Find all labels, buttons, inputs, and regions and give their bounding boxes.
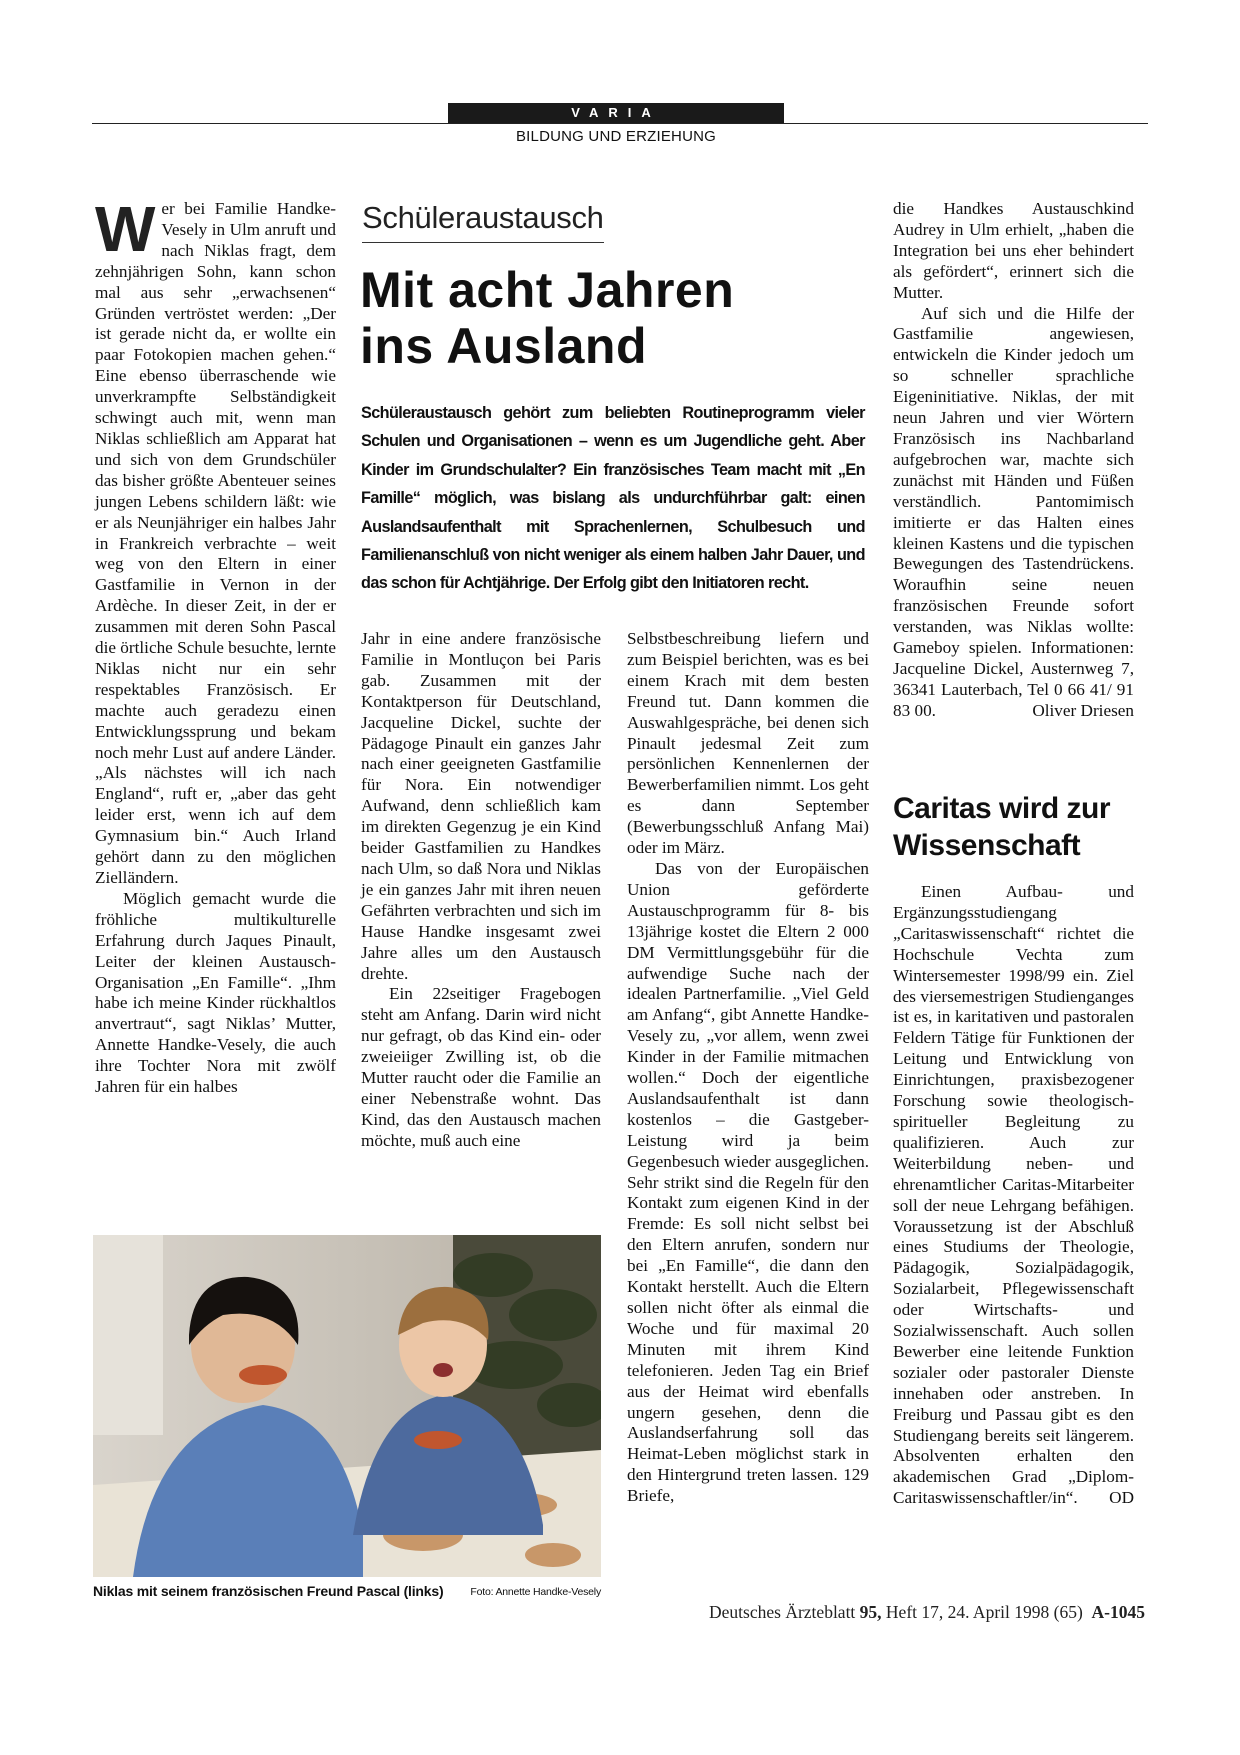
article-column-3 [627, 629, 869, 1507]
body-paragraph [893, 304, 1134, 722]
body-paragraph: Ein 22seitiger Fragebogen steht am Anfang. Darin wird nicht nur gefragt, ob das Kind ein- oder zweieiiger Zwilling ist, ob die Mutter raucht oder die Familie an einer Nebenstraße wohnt. Das Kind, das den Austausch machen möchte, muß auch eine [361, 984, 601, 1150]
body-paragraph: die Handkes Austauschkind Audrey in Ulm erhielt, „haben die Integration bei uns eher behindert als gefördert“, erinnert sich die Mutter. [893, 199, 1134, 302]
page-footer [709, 1602, 1145, 1623]
page-number: A-1045 [1091, 1602, 1145, 1622]
issue-info: Heft 17, 24. April 1998 (65) [885, 1602, 1083, 1622]
body-text: Auf sich und die Hilfe der Gastfamilie angewiesen, entwickeln die Kinder jedoch um so schneller sprachliche Eigeninitiative. Niklas, der mit neun Jahren und vier Wörtern Französisch ins Nachbarland aufgebrochen war, machte sich zunächst mit Händen und Füßen verständlich. Pantomimisch imitierte er das Halten eines kleinen Kastens und die typischen Bewegungen des Tastendrückens. Woraufhin seine neuen französischen Freunde sofort verstanden, was Niklas wollte: Gameboy spielen. Informationen: Jacqueline Dickel, Austernweg 7, 36341 Lauterbach, Tel 0 66 41/ 91 83 00. [893, 303, 1134, 720]
article2-body [893, 882, 1134, 1509]
photo-credit: Foto: Annette Handke-Vesely [470, 1586, 601, 1598]
subsection-label: BILDUNG UND ERZIEHUNG [515, 128, 717, 145]
drop-cap: W [95, 193, 156, 265]
volume-number: 95, [859, 1602, 882, 1622]
caption-text: Niklas mit seinem französischen Freund Pascal (links) [93, 1583, 444, 1599]
body-paragraph: Möglich gemacht wurde die fröhliche multikulturelle Erfahrung durch Jaques Pinault, Leiter der kleinen Austausch-Organisation „En Famille“. „Ihm habe ich meine Kinder rückhaltlos anvertraut“, sagt Niklas’ Mutter, Annette Handke-Vesely, die auch ihre Tochter Nora mit zwölf Jahren für ein halbes [95, 888, 336, 1097]
author-byline: Oliver Driesen [1032, 700, 1134, 720]
body-text: Einen Aufbau- und Ergänzungsstudiengang „Caritaswissenschaft“ richtet die Hochschule Vechta zum Wintersemester 1998/99 ein. Ziel des viersemestrigen Studienganges ist es, in karitativen und pastoralen Feldern Tätige für Funktionen der Leitung und Entwicklung von Einrichtungen, praxisbezogener Forschung sowie theologisch-spiritueller Begleitung zu qualifizieren. Auch zur Weiterbildung neben- und ehrenamtlicher Caritas-Mitarbeiter soll der neue Lehrgang befähigen. Voraussetzung ist der Abschluß eines Studiums der Theologie, Pädagogik, Sozialpädagogik, Sozialarbeit, Pflegewissenschaft oder Wirtschafts- und Sozialwissenschaft. Auch sollen Bewerber eine leitende Funktion sozialer oder pastoraler Dienste innehaben oder anstreben. In Freiburg und Passau gibt es den Studiengang bereits seit längerem. Absolventen erhalten den akademischen Grad „Diplom-Caritaswissenschaftler/in“. [893, 882, 1134, 1508]
photo-caption [93, 1583, 601, 1599]
author-initials: OD [1109, 1488, 1134, 1508]
section-label: VARIA [448, 103, 784, 123]
body-paragraph: er bei Familie Handke-Vesely in Ulm anruft und nach Niklas fragt, dem zehnjährigen Sohn, kann schon mal aus sehr „erwachsenen“ Gründen vertröstet werden: „Der ist gerade nicht da, er wollte ein paar Fotokopien machen gehen.“ Eine ebenso überraschende wie unverkrampfte Selbständigkeit schwingt auch mit, wenn man Niklas schließlich am Apparat hat und sich von dem Grundschüler das bisher größte Abenteuer seines jungen Lebens schildern läßt: wie er als Neunjähriger ein halbes Jahr in Frankreich verbrachte – weit weg von den Eltern in einer Gastfamilie in Vernon in der Ardèche. In dieser Zeit, in der er zusammen mit deren Sohn Pascal die örtliche Schule besuchte, lernte Niklas nicht nur ein sehr respektables Französisch. Er machte auch geradezu einen Entwicklungssprung und bekam noch mehr Lust auf andere Länder. „Als nächstes will ich nach England“, ruft er, „aber das geht leider erst, wenn ich auf dem Gymnasium bin.“ Auch Irland gehört dann zu den möglichen Zielländern. [95, 199, 337, 887]
article2-headline: Caritas wird zur Wissenschaft [893, 792, 1111, 862]
article-lead: Schüleraustausch gehört zum beliebten Routineprogramm vieler Schulen und Organisationen – wenn es um Jugendliche geht. Aber Kinder im Grundschulalter? Ein französisches Team macht mit „En Famille“ möglich, was bislang als undurchführbar galt: einen Auslandsaufenthalt mit Sprachenlernen, Schulbesuch und Familienanschluß von nicht weniger als einem halben Jahr Dauer, und das schon für Achtjährige. Der Erfolg gibt den Initiatoren recht. [361, 404, 865, 593]
header-rule [92, 123, 1148, 124]
article-kicker: Schüleraustausch [362, 200, 604, 243]
body-paragraph: Selbstbeschreibung liefern und zum Beispiel berichten, was es bei einem Krach mit dem besten Freund tut. Dann kommen die Auswahlgespräche, bei denen sich Pinault jedesmal Zeit zum persönlichen Kennenlernen der Bewerberfamilien nimmt. Los geht es dann September (Bewerbungsschluß Anfang Mai) oder im März. [627, 629, 869, 858]
photo-illustration [93, 1235, 601, 1577]
photo [93, 1235, 601, 1577]
body-paragraph [893, 882, 1134, 1509]
body-paragraph: Jahr in eine andere französische Familie in Montluçon bei Paris gab. Zusammen mit der Kontaktperson für Deutschland, Jacqueline Dickel, suchte der Pädagoge Pinault ein ganzes Jahr nach einer geeigneten Gastfamilie für Nora. Ein notwendiger Aufwand, denn schließlich kam im direkten Gegenzug je ein Kind beider Gastfamilien zu Handkes nach Ulm, so daß Nora und Niklas je ein ganzes Jahr mit ihren neuen Gefährten verbrachten und sich im Hause Handke insgesamt zwei Jahre alles um den Austausch drehte. [361, 629, 601, 983]
body-paragraph: Das von der Europäischen Union geförderte Austauschprogramm für 8- bis 13jährige kostet die Eltern 2 000 DM Vermittlungsgebühr für die aufwendige Suche nach der idealen Partnerfamilie. „Viel Geld am Anfang“, gibt Annette Handke-Vesely zu, „vor allem, wenn zwei Kinder in der Familie mitmachen wollen.“ Doch der eigentliche Auslandsaufenthalt ist dann kostenlos – die Gastgeber-Leistung wird ja beim Gegenbesuch wieder ausgeglichen. Sehr strikt sind die Regeln für den Kontakt zum eigenen Kind in der Fremde: Es soll nicht selbst bei den Eltern anrufen, sondern nur bei „En Famille“, die dann den Kontakt herstellt. Auch die Eltern sollen nicht öfter als einmal die Woche und für maximal 20 Minuten mit ihrem Kind telefonieren. Jeden Tag ein Brief aus der Heimat wird ebenfalls ungern gesehen, denn die Auslandserfahrung soll das Heimat-Leben möglichst stark in den Hintergrund treten lassen. 129 Briefe, [627, 858, 869, 1506]
journal-name: Deutsches Ärzteblatt [709, 1602, 856, 1622]
article-column-4 [893, 199, 1134, 722]
article-headline: Mit acht Jahren ins Ausland [360, 262, 735, 374]
article-column-2 [361, 629, 601, 1152]
article-column-1 [95, 193, 337, 1098]
